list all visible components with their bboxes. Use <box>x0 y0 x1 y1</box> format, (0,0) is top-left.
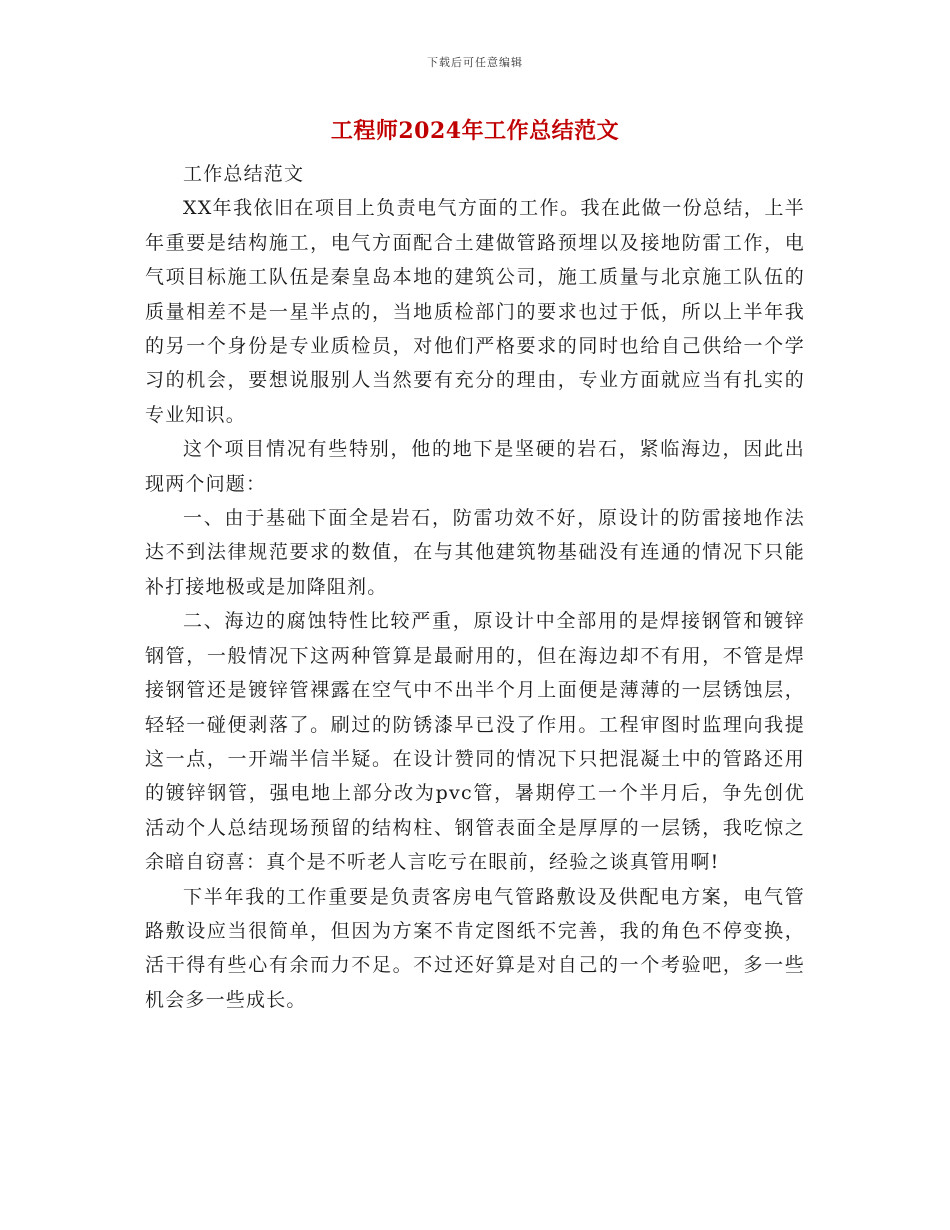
paragraph: 一、由于基础下面全是岩石，防雷功效不好，原设计的防雷接地作法达不到法律规范要求的数值，在与其他建筑物基础没有连通的情况下只能补打接地极或是加降阻剂。 <box>145 507 805 598</box>
paragraph: 二、海边的腐蚀特性比较严重，原设计中全部用的是焊接钢管和镀锌钢管，一般情况下这两种管算是最耐用的，但在海边却不有用，不管是焊接钢管还是镀锌管裸露在空气中不出半个月上面便是薄薄的一层锈蚀层，轻轻一碰便剥落了。刷过的防锈漆早已没了作用。工程审图时监理向我提这一点，一开端半信半疑。在设计赞同的情况下只把混凝土中的管路还用的镀锌钢管，强电地上部分改为pvc管，暑期停工一个半月后，争先创优活动个人总结现场预留的结构柱、钢管表面全是厚厚的一层锈，我吃惊之余暗自窃喜：真个是不听老人言吃亏在眼前，经验之谈真管用啊! <box>145 610 805 874</box>
paragraph: XX年我依旧在项目上负责电气方面的工作。我在此做一份总结，上半年重要是结构施工，电气方面配合土建做管路预埋以及接地防雷工作，电气项目标施工队伍是秦皇岛本地的建筑公司，施工质量与北京施工队伍的质量相差不是一星半点的，当地质检部门的要求也过于低，所以上半年我的另一个身份是专业质检员，对他们严格要求的同时也给自己供给一个学习的机会，要想说服别人当然要有充分的理由，专业方面就应当有扎实的专业知识。 <box>145 197 805 426</box>
paragraph: 下半年我的工作重要是负责客房电气管路敷设及供配电方案，电气管路敷设应当很简单，但因为方案不肯定图纸不完善，我的角色不停变换，活干得有些心有余而力不足。不过还好算是对自己的一个考验吧，多一些机会多一些成长。 <box>145 885 805 1011</box>
document-body <box>145 157 805 1017</box>
paragraph-subtitle: 工作总结范文 <box>183 163 305 185</box>
paragraph: 这个项目情况有些特别，他的地下是坚硬的岩石，紧临海边，因此出现两个问题： <box>145 438 805 495</box>
header-note: 下载后可任意编辑 <box>427 56 523 69</box>
document-title: 工程师2024年工作总结范文 <box>330 118 620 144</box>
